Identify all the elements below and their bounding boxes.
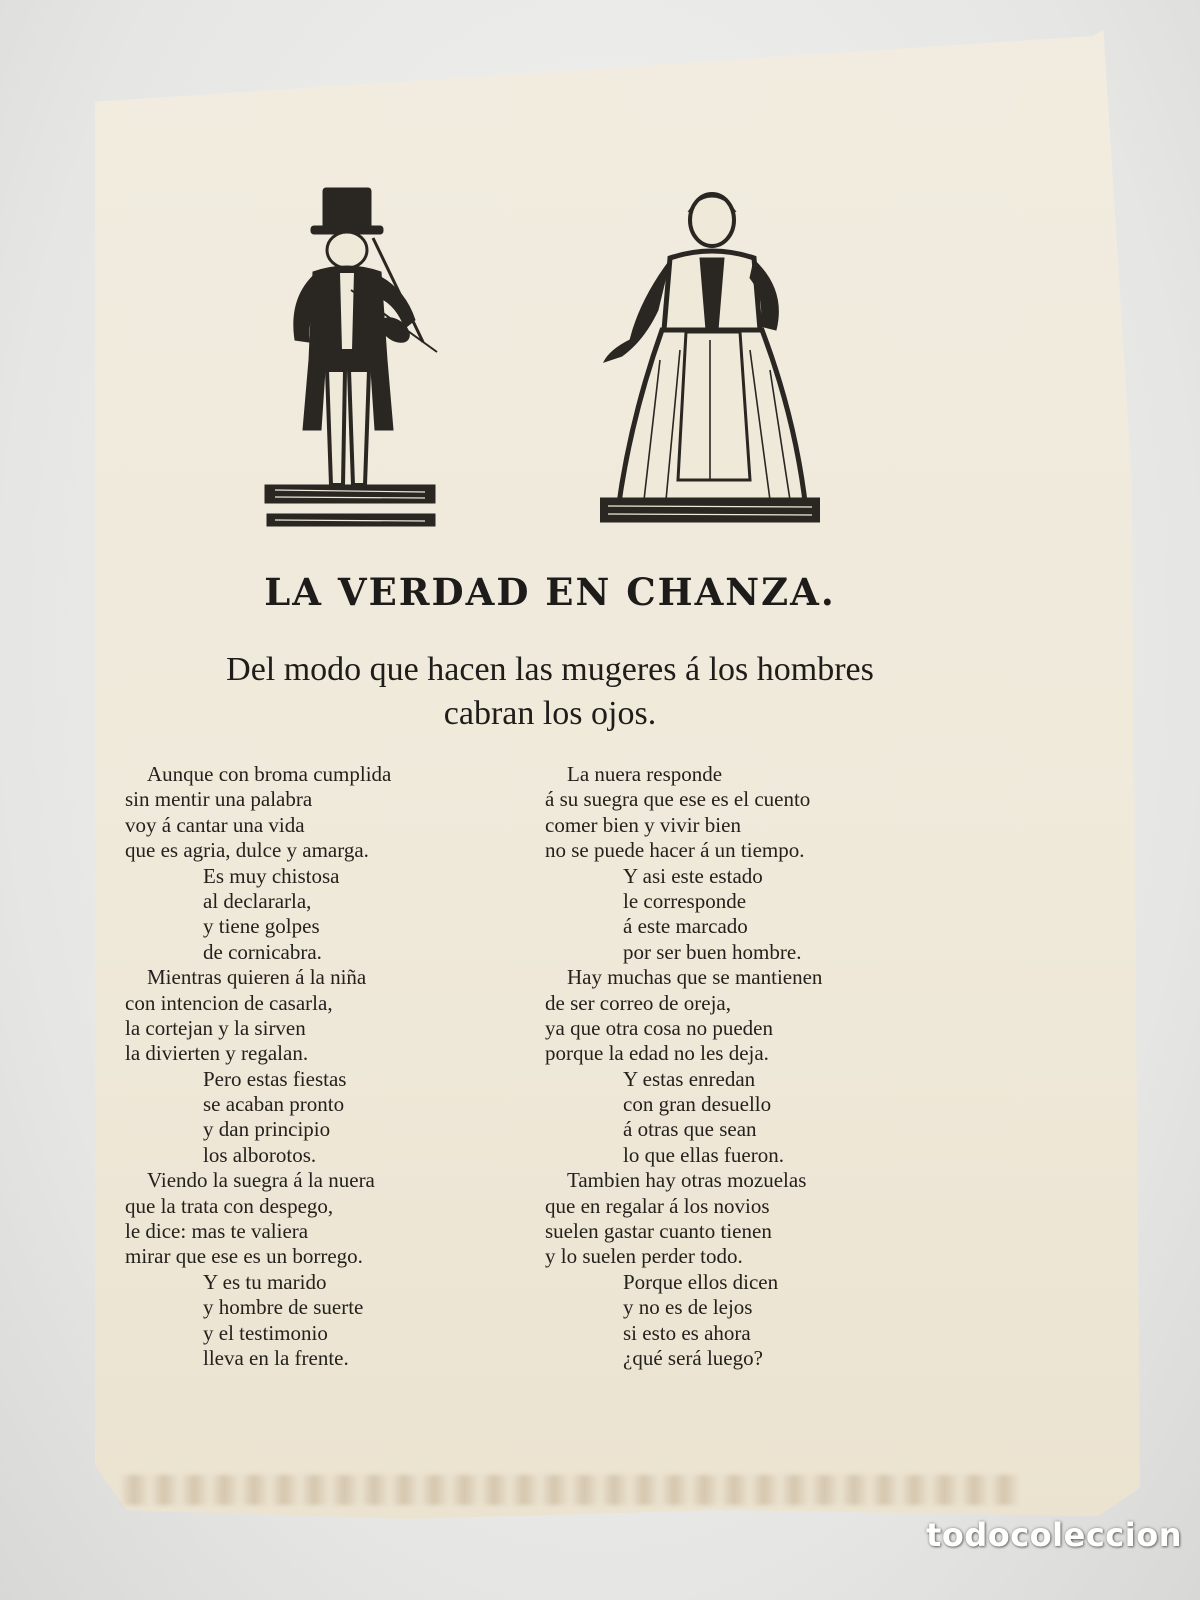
poem-line: comer bien y vivir bien (545, 812, 741, 837)
poem-line: la cortejan y la sirven (125, 1015, 306, 1040)
poem-line: le corresponde (623, 888, 747, 913)
poem-line: voy á cantar una vida (125, 812, 305, 837)
subtitle-line: cabran los ojos. (443, 695, 657, 732)
poem-line: que la trata con despego, (125, 1193, 334, 1218)
poem-line: se acaban pronto (203, 1092, 345, 1117)
poem-right-column (545, 762, 945, 1371)
poem-line: y no es de lejos (623, 1295, 753, 1320)
poem-line: al declararla, (203, 888, 312, 913)
poem-line: con intencion de casarla, (125, 990, 333, 1015)
poem-line: sin mentir una palabra (125, 787, 313, 812)
poem-line: lleva en la frente. (203, 1345, 349, 1370)
poem-line: la divierten y regalan. (125, 1041, 309, 1066)
poem-line: Tambien hay otras mozuelas (567, 1168, 807, 1193)
poem-line: de cornicabra. (203, 939, 322, 964)
poem-line: Viendo la suegra á la nuera (147, 1168, 375, 1193)
poem-line: á este marcado (623, 914, 748, 939)
poem-line: no se puede hacer á un tiempo. (545, 838, 805, 863)
woodcut-woman (600, 180, 820, 540)
poem-line: con gran desuello (623, 1092, 772, 1117)
poem-line: los alborotos. (203, 1142, 317, 1167)
poem-line: La nuera responde (567, 762, 723, 786)
poem-line: á su suegra que ese es el cuento (545, 787, 811, 812)
poem-line: suelen gastar cuanto tienen (545, 1219, 772, 1244)
poem-line: y tiene golpes (203, 914, 320, 939)
poem-line: y el testimonio (203, 1320, 328, 1345)
poem-line: Hay muchas que se mantienen (567, 965, 823, 990)
poem-line: que es agria, dulce y amarga. (125, 838, 369, 863)
document-title: LA VERDAD EN CHANZA. (264, 570, 836, 614)
poem-left-column (125, 762, 525, 1371)
document-subtitle (130, 648, 970, 736)
poem-line: si esto es ahora (623, 1320, 751, 1345)
poem-line: y hombre de suerte (203, 1295, 364, 1320)
poem-line: á otras que sean (623, 1117, 757, 1142)
poem-line: y dan principio (203, 1117, 331, 1142)
poem-line: Aunque con broma cumplida (147, 762, 392, 786)
poem-line: porque la edad no les deja. (545, 1041, 769, 1066)
poem-line: le dice: mas te valiera (125, 1219, 309, 1244)
poem-line: Porque ellos dicen (623, 1269, 779, 1294)
poem-line: Es muy chistosa (203, 863, 340, 888)
poem-line: que en regalar á los novios (545, 1193, 770, 1218)
todocoleccion-watermark: todocoleccion (926, 1516, 1182, 1554)
poem-line: Mientras quieren á la niña (147, 965, 367, 990)
poem-line: y lo suelen perder todo. (545, 1244, 743, 1269)
poem-line: ya que otra cosa no pueden (545, 1015, 773, 1040)
poem-line: lo que ellas fueron. (623, 1142, 784, 1167)
poem-line: ¿qué será luego? (623, 1345, 763, 1370)
poem-line: Pero estas fiestas (203, 1066, 347, 1091)
paper-stain (120, 1475, 1020, 1505)
poem-line: Y asi este estado (623, 863, 763, 888)
poem-line: Y es tu marido (203, 1269, 327, 1294)
poem-line: mirar que ese es un borrego. (125, 1244, 363, 1269)
poem-line: por ser buen hombre. (623, 939, 802, 964)
subtitle-line: Del modo que hacen las mugeres á los hombres (226, 651, 874, 688)
poem-line: Y estas enredan (623, 1066, 756, 1091)
poem-line: de ser correo de oreja, (545, 990, 731, 1015)
woodcut-man-violinist (255, 180, 445, 550)
